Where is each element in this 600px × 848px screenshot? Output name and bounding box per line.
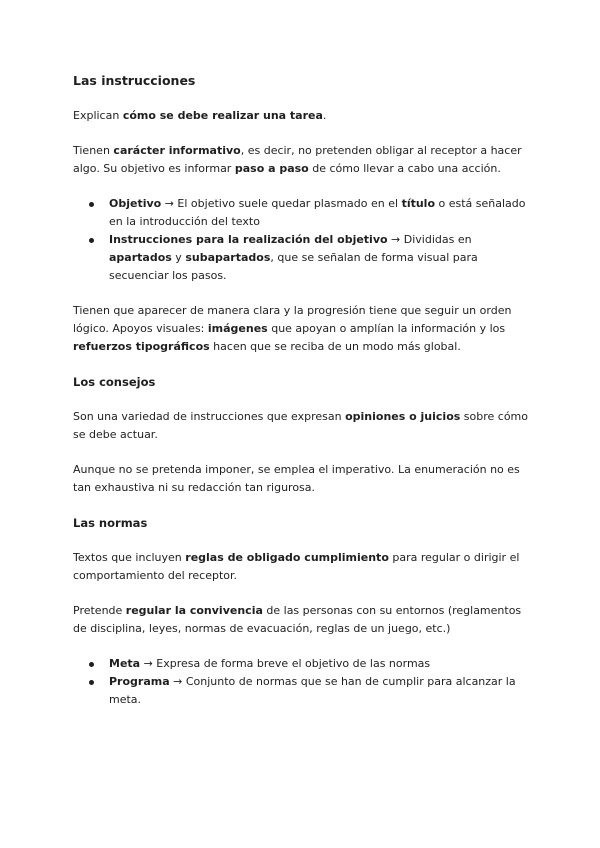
paragraph-normas-2: Pretende regular la convivencia de las personas con su entornos (reglamentos de disciplina, leyes, normas de evacuación, reglas de un juego, etc.) <box>73 604 522 635</box>
paragraph-instrucciones-2: Tienen carácter informativo, es decir, no pretenden obligar al receptor a hacer algo. Su objetivo es informar paso a paso de cómo llevar a cabo una acción. <box>73 144 522 175</box>
bullet-icon <box>89 680 94 685</box>
paragraph-instrucciones-3: Tienen que aparecer de manera clara y la progresión tiene que seguir un orden lógico. Apoyos visuales: imágenes que apoyan o amplían la información y los refuerzos tipográficos hacen que se reciba de un modo más global. <box>73 304 512 353</box>
bullet-icon <box>89 202 94 207</box>
bullet-icon <box>89 238 94 243</box>
list-item: Instrucciones para la realización del objetivo → Divididas en apartados y subapartados, que se señalan de forma visual para secuenciar los pasos. <box>73 231 533 285</box>
paragraph-consejos-1: Son una variedad de instrucciones que expresan opiniones o juicios sobre cómo se debe actuar. <box>73 410 529 441</box>
list-instrucciones <box>73 195 533 285</box>
paragraph-normas-1: Textos que incluyen reglas de obligado cumplimiento para regular o dirigir el comportamiento del receptor. <box>73 551 520 582</box>
heading-instrucciones: Las instrucciones <box>73 73 196 88</box>
heading-normas: Las normas <box>73 516 148 530</box>
list-item: Programa → Conjunto de normas que se han de cumplir para alcanzar la meta. <box>73 673 533 709</box>
list-item: Meta → Expresa de forma breve el objetivo de las normas <box>73 655 533 673</box>
list-normas <box>73 655 533 709</box>
heading-consejos: Los consejos <box>73 375 156 389</box>
document-page <box>73 72 533 709</box>
list-item: Objetivo → El objetivo suele quedar plasmado en el título o está señalado en la introducción del texto <box>73 195 533 231</box>
paragraph-consejos-2: Aunque no se pretenda imponer, se emplea el imperativo. La enumeración no es tan exhaustiva ni su redacción tan rigurosa. <box>73 463 520 494</box>
bullet-icon <box>89 662 94 667</box>
paragraph-instrucciones-1: Explican cómo se debe realizar una tarea. <box>73 109 327 122</box>
